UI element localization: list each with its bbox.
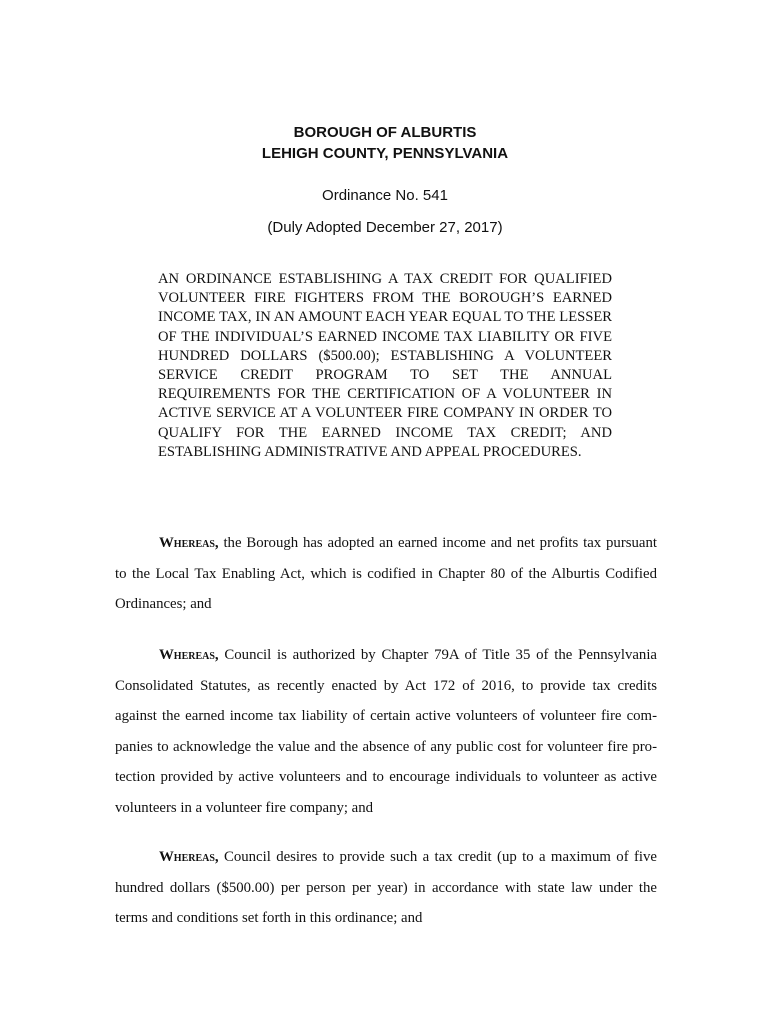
whereas-paragraph-3 <box>115 842 657 934</box>
whereas-paragraph-1 <box>115 528 657 620</box>
whereas-lead: Whereas, <box>159 849 219 865</box>
whereas-text: Council desires to provide such a tax credit (up to a maximum of five hundred dollars ($500.00) per person per year) in accordance with state law under the terms and conditions set forth in this ordinance; and <box>115 849 657 926</box>
ordinance-number: Ordinance No. 541 <box>322 187 448 204</box>
document-title: BOROUGH OF ALBURTIS <box>293 124 477 141</box>
ordinance-summary: AN ORDINANCE ESTABLISHING A TAX CREDIT FOR QUALIFIED VOLUNTEER FIRE FIGHTERS FROM THE BOROUGH’S EARNED INCOME TAX, IN AN AMOUNT EACH YEAR EQUAL TO THE LESSER OF THE INDIVIDUAL’S EARNED INCOME TAX LIABILITY OR FIVE HUNDRED DOLLARS ($500.00); ESTABLISHING A VOLUNTEER SERVICE CREDIT PROGRAM TO SET THE ANNUAL REQUIREMENTS FOR THE CERTIFICATION OF A VOLUNTEER IN ACTIVE SERVICE AT A VOLUNTEER FIRE COMPANY IN ORDER TO QUALIFY FOR THE EARNED INCOME TAX CREDIT; AND ESTABLISHING ADMINISTRATIVE AND APPEAL PROCEDURES. <box>158 271 612 460</box>
adoption-date: (Duly Adopted December 27, 2017) <box>267 219 503 236</box>
whereas-text: the Borough has adopted an earned income and net profits tax pursuant to the Local Tax Enabling Act, which is codified in Chapter 80 of the Alburtis Codified Ordinances; and <box>115 535 657 612</box>
document-subtitle: LEHIGH COUNTY, PENNSYLVANIA <box>261 145 509 162</box>
whereas-paragraph-2 <box>115 640 657 823</box>
whereas-lead: Whereas, <box>159 535 219 551</box>
whereas-lead: Whereas, <box>159 647 219 663</box>
whereas-text: Council is authorized by Chapter 79A of Title 35 of the Pennsylvania Consolidated Statutes, as recently enacted by Act 172 of 2016, to provide tax credits against the earned income tax liability of certain active volunteers of volunteer fire companies to acknowledge the value and the absence of any public cost for volunteer fire protection provided by active volunteers and to encourage individuals to volunteer as active volunteers in a volunteer fire company; and <box>115 647 657 816</box>
